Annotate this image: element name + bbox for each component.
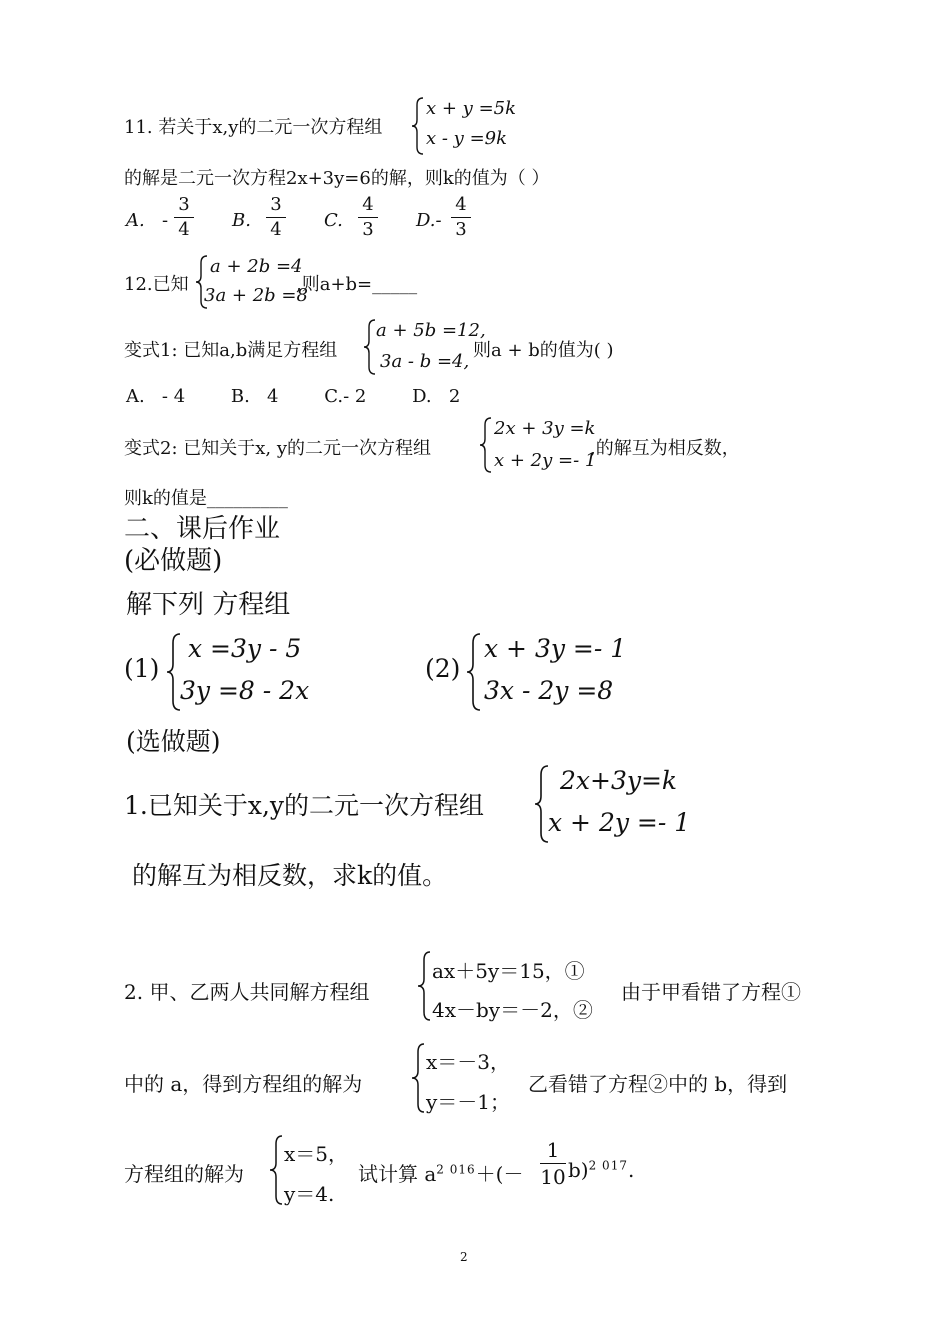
opt2-line3-a: 方程组的解为 <box>124 1162 244 1186</box>
v1-intro: 变式1: 已知a,b满足方程组 <box>124 340 338 361</box>
homework-task: 解下列 方程组 <box>126 590 291 620</box>
opt2-solution2-eq2: y＝4. <box>284 1182 335 1206</box>
problem-1-eq2: 3y =8 - 2x <box>180 676 310 705</box>
q12-answer-blank: _____ <box>372 274 418 295</box>
opt1-line2: 的解互为相反数，求k的值。 <box>124 861 448 890</box>
optional-label: (选做题) <box>126 727 221 756</box>
q12-intro: 12.已知 <box>124 274 189 295</box>
q11-eq1: x + y =5k <box>426 98 517 119</box>
q11-number: 11. <box>124 117 153 138</box>
v2-intro: 变式2: 已知关于x, y的二元一次方程组 <box>124 438 432 459</box>
problem-2-eq2: 3x - 2y =8 <box>484 676 614 705</box>
opt2-eq2: 4x－by＝－2，② <box>432 998 593 1022</box>
q11-option-d-fraction: 4 3 <box>451 196 471 239</box>
opt2-eq1: ax＋5y＝15，① <box>432 959 585 983</box>
opt2-b-part: b) <box>568 1158 589 1182</box>
q11-option-a-label: A. <box>126 210 145 231</box>
opt2-exponent-2: 2 017 <box>588 1158 628 1173</box>
homework-heading: 二、课后作业 <box>124 514 281 544</box>
q12-tail-text: ,则a+b= <box>296 274 373 295</box>
opt2-solution1-eq2: y＝－1； <box>426 1090 511 1114</box>
q11-eq2: x - y =9k <box>426 128 508 149</box>
opt2-line2-b: 乙看错了方程②中的 b，得到 <box>528 1072 788 1096</box>
q11-option-c-fraction: 4 3 <box>358 196 378 239</box>
opt2-expression <box>358 1158 523 1187</box>
q11-line2: 的解是二元一次方程2x+3y=6的解，则k的值为（ ） <box>124 168 550 189</box>
problem-1-eq1: x =3y - 5 <box>188 634 302 663</box>
q12-eq2: 3a + 2b =8 <box>204 285 308 306</box>
opt1-intro: 1.已知关于x,y的二元一次方程组 <box>124 791 485 820</box>
required-label: (必做题) <box>124 546 223 576</box>
q11-option-b-fraction: 3 4 <box>266 196 286 239</box>
q11-option-c-label: C. <box>324 210 343 231</box>
opt2-intro: 2. 甲、乙两人共同解方程组 <box>124 980 370 1004</box>
problem-2-eq1: x + 3y =- 1 <box>484 634 627 663</box>
q11-option-d-label: D.- <box>416 210 442 231</box>
opt2-fraction: 1 10 <box>540 1138 566 1189</box>
v2-answer-blank: _________ <box>206 488 288 509</box>
v1-tail: 则a + b的值为( ) <box>473 340 614 361</box>
opt2-expression-end <box>568 1158 634 1182</box>
v2-eq2: x + 2y =- 1 <box>494 450 597 471</box>
opt2-compute-text: 试计算 a <box>358 1162 437 1186</box>
opt2-exponent-1: 2 016 <box>436 1162 476 1177</box>
v2-line2-text: 则k的值是 <box>124 488 207 509</box>
q11-system-brace <box>410 96 426 156</box>
opt2-solution1-eq1: x＝－3， <box>426 1050 511 1074</box>
opt2-tail: 由于甲看错了方程① <box>621 980 801 1004</box>
v2-eq1: 2x + 3y =k <box>494 418 596 439</box>
q11-option-a-fraction: 3 4 <box>174 196 194 239</box>
page-number: 2 <box>460 1250 468 1264</box>
q12-eq1: a + 2b =4 <box>210 256 303 277</box>
problem-1-label: (1) <box>124 654 160 683</box>
v2-line2 <box>124 484 288 510</box>
q11-intro <box>124 113 382 139</box>
opt2-period: . <box>627 1158 635 1182</box>
opt2-solution2-eq1: x＝5， <box>284 1142 349 1166</box>
opt1-eq2: x + 2y =- 1 <box>548 808 691 837</box>
opt1-eq1: 2x+3y=k <box>560 766 678 795</box>
q11-intro-text: 若关于x,y的二元一次方程组 <box>158 117 383 138</box>
v1-eq2: 3a - b =4, <box>380 351 470 372</box>
q12-tail <box>296 270 417 296</box>
q11-option-b-label: B. <box>232 210 251 231</box>
v2-system-brace <box>478 416 494 474</box>
v1-eq1: a + 5b =12, <box>376 320 486 341</box>
opt2-plus: ＋(－ <box>475 1162 524 1186</box>
problem-2-label: (2) <box>425 654 461 683</box>
v1-options: A. - 4 B. 4 C.- 2 D. 2 <box>126 386 461 407</box>
q11-option-a-sign: - <box>162 210 169 231</box>
v2-tail: ,的解互为相反数， <box>590 438 740 459</box>
problem-2-brace <box>464 632 484 712</box>
opt2-line2-a: 中的 a，得到方程组的解为 <box>124 1072 363 1096</box>
